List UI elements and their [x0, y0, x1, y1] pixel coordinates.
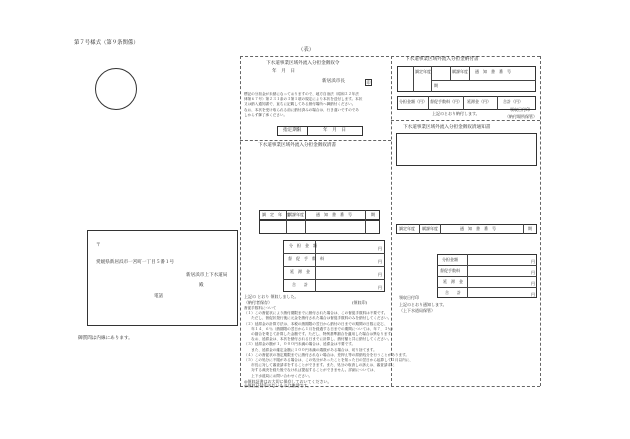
note-line: （３）延滞金の額が１，０００円未満の場合は、延滞金は不要です。	[244, 342, 356, 347]
notice-line: しからず御了承ください。	[244, 112, 288, 117]
payer-office: 新居浜市上下水道局	[186, 273, 228, 278]
cut-line-right	[540, 56, 541, 386]
notice-date: 年 月 日	[272, 69, 295, 74]
receipt-received-text: 上記の とおり 領収しました。	[244, 294, 299, 299]
slip-amount-label: 分担金額（円）	[399, 99, 427, 104]
report-received-stamp: （上下水道局保管）	[399, 308, 435, 313]
report-col: 賦課年度	[422, 226, 438, 231]
slip-received-holder: （納付場所保管）	[505, 114, 537, 119]
report-received-text: 上記のとおり通知します。	[399, 302, 447, 307]
cut-line-left	[240, 56, 241, 386]
notice-title: 下水道事業区域外流入分担金徴収令	[266, 61, 340, 66]
cut-line-slip	[391, 120, 540, 121]
receipt-col-levy-year: 賦課年度	[288, 212, 304, 217]
payer-notice: 御質問は内線にあります。	[78, 336, 133, 341]
report-title: 下水道事業区域外流入分担金徴収済通知書	[403, 125, 491, 130]
report-row-label: 合 計	[445, 290, 461, 295]
cut-line-middle	[391, 56, 392, 386]
receipt-row-label: 督 促 手 数 料	[288, 256, 324, 261]
cut-line-top	[240, 56, 540, 57]
slip-received-date: 領収日付印	[510, 107, 530, 112]
note-line: 年１４．６％（納期限の翌日から１月を経過する日までの期間については、年７．３％）	[244, 326, 395, 331]
postal-mark: 〒	[96, 243, 101, 248]
receipt-col-period: 期	[371, 212, 375, 217]
report-row-unit: 円	[531, 281, 535, 286]
footer-note-1: ◎領収証書はお大切に保存しておいてください。	[244, 379, 332, 384]
front-label: （表）	[298, 47, 315, 53]
slip-col-label: 賦課年度	[452, 69, 468, 74]
form-number: 第７号様式（第９条関係）	[74, 40, 139, 46]
notice-line: 又は納入通知書で、直ちに記載してある納付場所へ御納付ください。	[244, 102, 356, 107]
note-line: 上下水道局にお問い合わせください。	[244, 373, 313, 378]
note-line: また、延滞金の確定金額に１００円未満の端数がある場合は、切り捨てます。	[244, 347, 377, 352]
slip-amount-label: 督促手数料（円）	[430, 99, 462, 104]
notice-issuer: 新居浜市長	[322, 79, 345, 84]
payer-address: 愛媛県新居浜市一宮町一丁目５番１号	[96, 260, 175, 265]
notice-line: 標記の分担金が未納になっておりますので、地方自治法（昭和２２年法	[244, 92, 359, 96]
note-line: （１）この督促状により納付期限までに納付された場合は、この督促手数料は不要です。	[244, 311, 388, 316]
receipt-title: 下水道事業区域外流入分担金徴収済書	[258, 143, 337, 148]
report-row-label: 督促手数料	[440, 268, 460, 273]
slip-col-label: 調定年度	[415, 69, 431, 74]
slip-col-label: 通 知 書 番 号	[475, 69, 511, 74]
note-line: 市長に対して審査請求をすることができます。また、処分の取消しの訴えは、審査請求に	[244, 363, 395, 368]
note-line: （４）この督促状の指定期限までに納付されない場合は、差押え等の滞納処分を行うことがあります。	[244, 352, 410, 357]
slip-amount-label: 合計（円）	[503, 99, 523, 104]
note-line: の割合を乗じて計算した金額です。ただし、特例基準割合を適用した場合は異なります。	[244, 332, 395, 337]
receipt-row-label: 合 計	[292, 282, 308, 287]
report-col: 通 知 書 番 号	[460, 226, 496, 231]
notice-line: なお、本状を受け取られる前に納付済みの場合は、行き違いですのであ	[244, 107, 359, 112]
deadline-value: 年 月 日	[323, 128, 346, 133]
payer-honorific: 殿	[199, 283, 204, 288]
receipt-row-label: 延 滞 金	[290, 269, 310, 274]
slip-amount-label: 延滞金（円）	[467, 99, 491, 104]
note-line: なお、延滞金は、本状を納付される日までに計算し、納付額と共に納付してください。	[244, 337, 392, 342]
notice-line: 律第６７号）第２３１条の３第１項の規定により本状を送付します。本状	[244, 97, 363, 102]
receipt-col-notice-number: 通 知 書 番 号	[316, 212, 352, 217]
receipt-notes-heading: （納付者保存）	[244, 300, 272, 305]
receipt-row-unit: 円	[378, 285, 382, 290]
report-row-unit: 円	[531, 270, 535, 275]
note-line: （５）この処分に不服がある場合は、この処分があったことを知った日の翌日から起算して３月以内に、	[244, 358, 413, 363]
notice-seal: 印	[366, 80, 371, 85]
receipt-col-fiscal-year: 調 定 年 度	[262, 212, 290, 217]
report-col: 期	[528, 226, 532, 231]
report-row-unit: 円	[531, 292, 535, 297]
cut-line-receipt	[240, 140, 391, 141]
receipt-row-unit: 円	[378, 259, 382, 264]
receipt-row-label: 分 担 金 額	[289, 243, 317, 248]
payer-panel	[74, 56, 239, 386]
slip-title: 下水道事業区域外流入分担金納付書	[405, 57, 479, 62]
receipt-received-stamp: (領収印)	[352, 300, 368, 305]
seal-circle	[95, 68, 137, 110]
slip-period-label: 期	[434, 83, 438, 88]
receipt-notes	[244, 306, 413, 379]
footer-note-2: ◎領収日付印のないものは無効です。	[244, 383, 312, 388]
report-row-unit: 円	[531, 259, 535, 264]
report-received-date: 領収日付印	[399, 295, 419, 300]
slip-received-text: 上記のとおり納付します。	[432, 111, 480, 116]
note-line: 督促手数料について	[244, 306, 277, 310]
payer-phone-label: 電話	[154, 294, 164, 299]
report-row-label: 分担金額	[442, 257, 458, 262]
report-top-box	[396, 133, 537, 166]
note-line: 対する裁決を経た後でなければ提起することができません。詳細については、	[244, 368, 378, 373]
report-row-label: 延 滞 金	[443, 279, 463, 284]
note-line: （２）延滞金の計算方法は、本税の納期限の翌日から納付の日までの期間の日数に応じ、	[244, 321, 388, 326]
note-line: ただし、督促状発行後に元金を納付された場合は督促手数料のみを納付してください。	[244, 316, 392, 321]
receipt-header-values	[259, 220, 380, 234]
deadline-label: 指定期限	[283, 128, 302, 133]
report-col: 調定年度	[399, 226, 415, 231]
receipt-row-unit: 円	[378, 272, 382, 277]
receipt-row-unit: 円	[378, 246, 382, 251]
